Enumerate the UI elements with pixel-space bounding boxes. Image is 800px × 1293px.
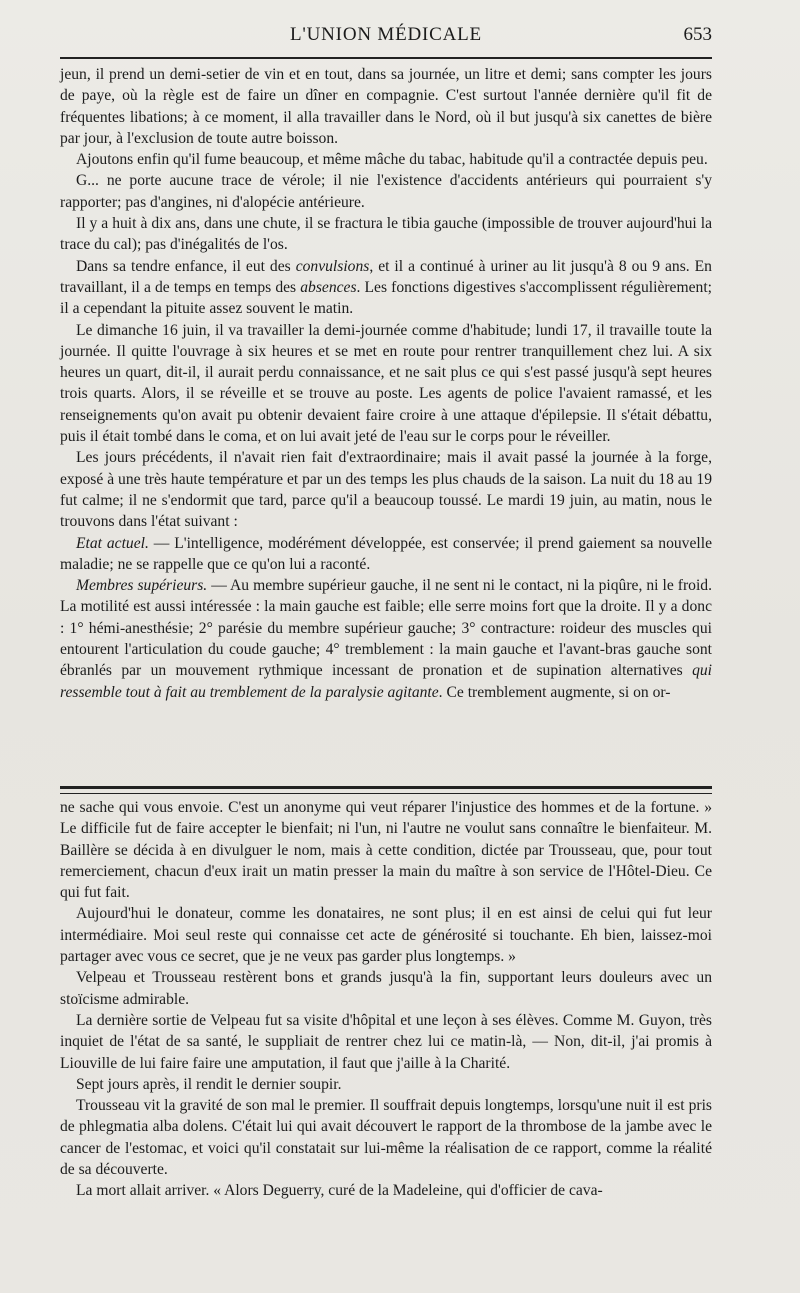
- header-rule: [60, 57, 712, 59]
- emphasis: absences: [300, 278, 357, 296]
- paragraph: La dernière sortie de Velpeau fut sa visite d'hôpital et une leçon à ses élèves. Comme M. Guyon, très inquiet de l'état de sa santé, le suppliait de rentrer chez lui ce matin-là, — Non, dit-il, j'ai promis à Liouville de lui faire faire une amputation, il faut que j'aille à la Charité.: [60, 1011, 712, 1072]
- feuilleton-separator: [60, 786, 712, 794]
- paragraph: Ajoutons enfin qu'il fume beaucoup, et même mâche du tabac, habitude qu'il a contractée depuis peu.: [76, 151, 708, 169]
- paragraph: [60, 575, 712, 703]
- text-run: . Les fonctions digestives s'accomplissent régulièrement; il a cependant la pituite assez souvent le matin.: [60, 278, 712, 318]
- text-run: — L'intelligence, modérément développée, est conservée; il prend gaiement sa nouvelle maladie; ne se rappelle que ce qu'on lui a raconté.: [60, 534, 712, 573]
- paragraph: Il y a huit à dix ans, dans une chute, il se fractura le tibia gauche (impossible de trouver aujourd'hui la trace du cal); pas d'inégalités de l'os.: [60, 215, 712, 254]
- main-article-text: [60, 64, 712, 703]
- running-title: L'UNION MÉDICALE: [290, 24, 482, 45]
- paragraph: La mort allait arriver. « Alors Deguerry, curé de la Madeleine, qui d'officier de cava-: [76, 1182, 603, 1200]
- page-number: 653: [683, 24, 712, 45]
- text-run: , et il a continué à uriner au lit jusqu'à 8 ou 9 ans. En travaillant, il a de temps en temps des: [60, 257, 712, 296]
- page-header: [60, 20, 712, 60]
- emphasis: qui ressemble tout à fait au tremblement de la paralysie agitante: [60, 662, 712, 701]
- emphasis: convulsions: [295, 257, 370, 275]
- paragraph: Sept jours après, il rendit le dernier soupir.: [76, 1075, 342, 1093]
- section-heading-membres-superieurs: Membres supérieurs.: [76, 577, 208, 595]
- text-run: Dans sa tendre enfance, il eut des: [76, 257, 296, 275]
- paragraph: [60, 256, 712, 320]
- text-run: . Ce tremblement augmente, si on or-: [438, 683, 671, 701]
- paragraph: Trousseau vit la gravité de son mal le premier. Il souffrait depuis longtemps, lorsqu'une nuit il est pris de phlegmatia alba dolens. C'était lui qui avait découvert le rapport de la thrombose de la jambe avec le cancer de l'estomac, et voici qu'il constatait sur lui-même la réalisation de ce rapport, comme la réalité de sa découverte.: [60, 1097, 712, 1179]
- paragraph: ne sache qui vous envoie. C'est un anonyme qui veut réparer l'injustice des hommes et de la fortune. » Le difficile fut de faire accepter le bienfait; ni l'un, ni l'autre ne voulut sans connaître le bienfaiteur. M. Baillère se décida à en divulguer le nom, mais à cette condition, dictée par Trousseau, que, pour tout remerciement, chacun d'eux irait un matin presser la main du maître à son service de l'Hôtel-Dieu. Ce qui fut fait.: [60, 799, 712, 902]
- section-heading-etat-actuel: Etat actuel.: [76, 534, 149, 552]
- text-run: — Au membre supérieur gauche, il ne sent ni le contact, ni la piqûre, ni le froid. La motilité est aussi intéressée : la main gauche est faible; elle serre moins fort que la droite. Il y a donc : 1° hémi-anesthésie; 2° parésie du membre supérieur gauche; 3° contracture: roideur des muscles qui entourent l'articulation du coude gauche; 4° tremblement : la main gauche et l'avant-bras gauche sont ébranlés par un mouvement rythmique incessant de pronation et de supination alternatives: [60, 577, 713, 680]
- paragraph: Velpeau et Trousseau restèrent bons et grands jusqu'à la fin, supportant leurs douleurs avec un stoïcisme admirable.: [60, 969, 712, 1008]
- feuilleton-text: [60, 797, 712, 1202]
- paragraph: G... ne porte aucune trace de vérole; il nie l'existence d'accidents antérieurs qui pourraient s'y rapporter; pas d'angines, ni d'alopécie antérieure.: [60, 172, 712, 211]
- paragraph: Les jours précédents, il n'avait rien fait d'extraordinaire; mais il avait passé la journée à la forge, exposé à une très haute température et par un des temps les plus chauds de la saison. La nuit du 18 au 19 fut calme; il ne s'endormit que tard, parce qu'il a beaucoup toussé. Le mardi 19 juin, au matin, nous le trouvons dans l'état suivant :: [60, 449, 712, 531]
- paragraph: jeun, il prend un demi-setier de vin et en tout, dans sa journée, un litre et demi; sans compter les jours de paye, où la règle est de faire un dîner en compagnie. C'est surtout l'année dernière qu'il fit de fréquentes libations; à ce moment, il alla travailler dans le Nord, où il but jusqu'à six canettes de bière par jour, à l'exclusion de toute autre boisson.: [60, 66, 712, 147]
- paragraph: Le dimanche 16 juin, il va travailler la demi-journée comme d'habitude; lundi 17, il travaille toute la journée. Il quitte l'ouvrage à six heures et se met en route pour rentrer tranquillement chez lui. A six heures un quart, dit-il, il aurait perdu connaissance, et ne sait plus ce qui s'est passé jusqu'à sept heures trois quarts. Alors, il se réveille et se trouve au poste. Les agents de police l'avaient ramassé, et les renseignements qu'on avait pu obtenir devaient faire croire à une attaque d'épilepsie. Il s'était débattu, puis il était tombé dans le coma, et on lui avait jeté de l'eau sur le corps pour le réveiller.: [60, 321, 712, 446]
- paragraph: Aujourd'hui le donateur, comme les donataires, ne sont plus; il en est ainsi de celui qui fut leur intermédiaire. Moi seul reste qui connaisse cet acte de générosité si touchante. Eh bien, laissez-moi partager avec vous ce secret, que je ne veux pas garder plus longtemps. »: [60, 905, 712, 966]
- paragraph: [60, 533, 712, 576]
